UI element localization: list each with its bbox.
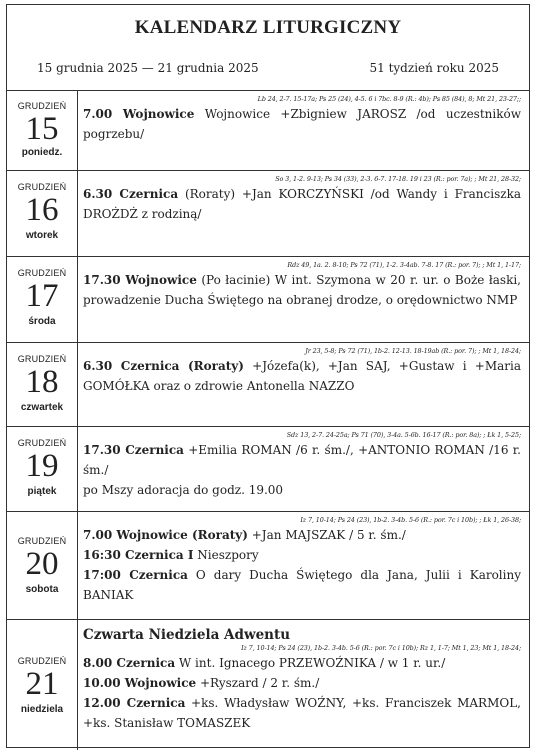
mass-time-place: 17:00 Czernica	[83, 568, 188, 582]
mass-time-place: 7.00 Wojnowice	[83, 107, 195, 121]
mass-entry	[83, 270, 521, 310]
day-row-20	[7, 511, 529, 620]
mass-intention: +Józefa(k), +Jan SAJ, +Gustaw i +Maria GOMÓŁKA oraz o zdrowie Antonella NAZZO	[83, 359, 521, 393]
mass-entry	[83, 565, 521, 605]
date-column	[7, 343, 78, 427]
note-entry	[83, 480, 521, 500]
mass-entry	[83, 693, 521, 733]
month-label: GRUDZIEŃ	[17, 182, 67, 192]
mass-time-place: 17.30 Czernica	[83, 443, 184, 457]
day-content	[83, 620, 521, 750]
date-range: 15 grudnia 2025 — 21 grudnia 2025	[37, 61, 259, 75]
date-column	[7, 257, 78, 343]
mass-intention: (Roraty) +Jan KORCZYŃSKI /od Wandy i Franciszka DROŻDŻ z rodziną/	[83, 187, 521, 221]
mass-intention: +Jan MAJSZAK / 5 r. śm./	[247, 528, 406, 542]
mass-entry	[83, 104, 521, 144]
day-number: 16	[25, 192, 59, 228]
note-text: po Mszy adoracja do godz. 19.00	[83, 483, 284, 497]
mass-entry	[83, 673, 521, 693]
readings: Iz 7, 10-14; Ps 24 (23), 1b-2. 3-4b. 5-6 (R.: por. 7c i 10b); ; Łk 1, 26-38;	[300, 516, 521, 524]
readings: Lb 24, 2-7. 15-17a; Ps 25 (24), 4-5. 6 i 7bc. 8-9 (R.: 4b); Ps 85 (84), 8; Mt 21, 23-27;;	[257, 95, 521, 103]
readings: So 3, 1-2. 9-13; Ps 34 (33), 2-3. 6-7. 17-18. 19 i 23 (R.: por. 7a); ; Mt 21, 28-32;	[275, 175, 521, 183]
month-label: GRUDZIEŃ	[17, 268, 67, 278]
mass-entry	[83, 653, 521, 673]
day-number: 19	[25, 448, 59, 484]
weekday-label: piątek	[27, 486, 57, 497]
mass-intention: Wojnowice +Zbigniew JAROSZ /od uczestników pogrzebu/	[83, 107, 521, 141]
mass-intention: Nieszpory	[193, 548, 259, 562]
day-content	[83, 91, 521, 171]
readings: Jr 23, 5-8; Ps 72 (71), 1b-2. 12-13. 18-19ab (R.: por. 7); ; Mt 1, 18-24;	[305, 347, 521, 355]
day-content	[83, 343, 521, 427]
day-row-17	[7, 256, 529, 343]
mass-time-place: 6.30 Czernica	[83, 187, 179, 201]
month-label: GRUDZIEŃ	[17, 354, 67, 364]
date-column	[7, 171, 78, 257]
mass-time-place: 17.30 Wojnowice	[83, 273, 197, 287]
mass-time-place: 16:30 Czernica I	[83, 548, 194, 562]
day-number: 17	[25, 278, 59, 314]
day-content	[83, 427, 521, 512]
month-label: GRUDZIEŃ	[17, 536, 67, 546]
mass-entry	[83, 440, 521, 480]
mass-time-place: 6.30 Czernica (Roraty)	[83, 359, 244, 373]
month-label: GRUDZIEŃ	[17, 101, 67, 111]
day-content	[83, 257, 521, 343]
day-number: 18	[25, 364, 59, 400]
page-title: KALENDARZ LITURGICZNY	[134, 17, 402, 38]
mass-intention: +ks. Władysław WOŹNY, +ks. Franciszek MARMOL, +ks. Stanisław TOMASZEK	[83, 696, 521, 730]
date-column	[7, 512, 78, 620]
day-content	[83, 171, 521, 257]
weekday-label: poniedz.	[21, 147, 63, 158]
mass-entry	[83, 525, 521, 545]
date-column	[7, 427, 78, 512]
readings: Iz 7, 10-14; Ps 24 (23), 1b-2. 3-4b. 5-6 (R.: por. 7c i 10b); Rz 1, 1-7; Mt 1, 23; Mt 1, 18-24;	[241, 644, 521, 652]
mass-intention: +Ryszard / 2 r. śm./	[196, 676, 320, 690]
week-number: 51 tydzień roku 2025	[369, 61, 499, 75]
weekday-label: środa	[28, 316, 56, 327]
mass-time-place: 12.00 Czernica	[83, 696, 186, 710]
month-label: GRUDZIEŃ	[17, 656, 67, 666]
mass-intention: +Emilia ROMAN /6 r. śm./, +ANTONIO ROMAN /16 r. śm./	[83, 443, 521, 477]
mass-intention: O dary Ducha Świętego dla Jana, Julii i Karoliny BANIAK	[83, 568, 521, 602]
weekday-label: czwartek	[20, 402, 64, 413]
day-row-15	[7, 90, 529, 171]
mass-entry	[83, 184, 521, 224]
day-number: 15	[25, 111, 59, 147]
day-row-16	[7, 170, 529, 257]
day-number: 20	[25, 546, 59, 582]
mass-time-place: 7.00 Wojnowice (Roraty)	[83, 528, 248, 542]
month-label: GRUDZIEŃ	[17, 438, 67, 448]
date-column	[7, 620, 78, 750]
mass-time-place: 10.00 Wojnowice	[83, 676, 197, 690]
mass-intention: W int. Ignacego PRZEWOŹNIKA / w 1 r. ur./	[175, 656, 446, 670]
mass-intention: (Po łacinie) W int. Szymona w 20 r. ur. o Boże łaski, prowadzenie Ducha Świętego na obranej drodze, o orędownictwo NMP	[83, 273, 521, 307]
liturgical-calendar-sheet	[6, 4, 530, 748]
day-content	[83, 512, 521, 620]
weekday-label: niedziela	[20, 704, 64, 715]
readings: Sdz 13, 2-7. 24-25a; Ps 71 (70), 3-4a. 5-6b. 16-17 (R.: por. 8a); ; Łk 1, 5-25;	[286, 431, 521, 439]
sunday-heading: Czwarta Niedziela Adwentu	[83, 627, 291, 643]
day-row-21	[7, 619, 529, 750]
day-number: 21	[25, 666, 59, 702]
mass-entry	[83, 356, 521, 396]
weekday-label: sobota	[25, 584, 59, 595]
day-row-19	[7, 426, 529, 512]
day-row-18	[7, 342, 529, 427]
date-column	[7, 91, 78, 171]
weekday-label: wtorek	[25, 230, 59, 241]
mass-time-place: 8.00 Czernica	[83, 656, 176, 670]
mass-entry	[83, 545, 521, 565]
readings: Rdz 49, 1a. 2. 8-10; Ps 72 (71), 1-2. 3-4ab. 7-8. 17 (R.: por. 7); ; Mt 1, 1-17;	[287, 261, 521, 269]
